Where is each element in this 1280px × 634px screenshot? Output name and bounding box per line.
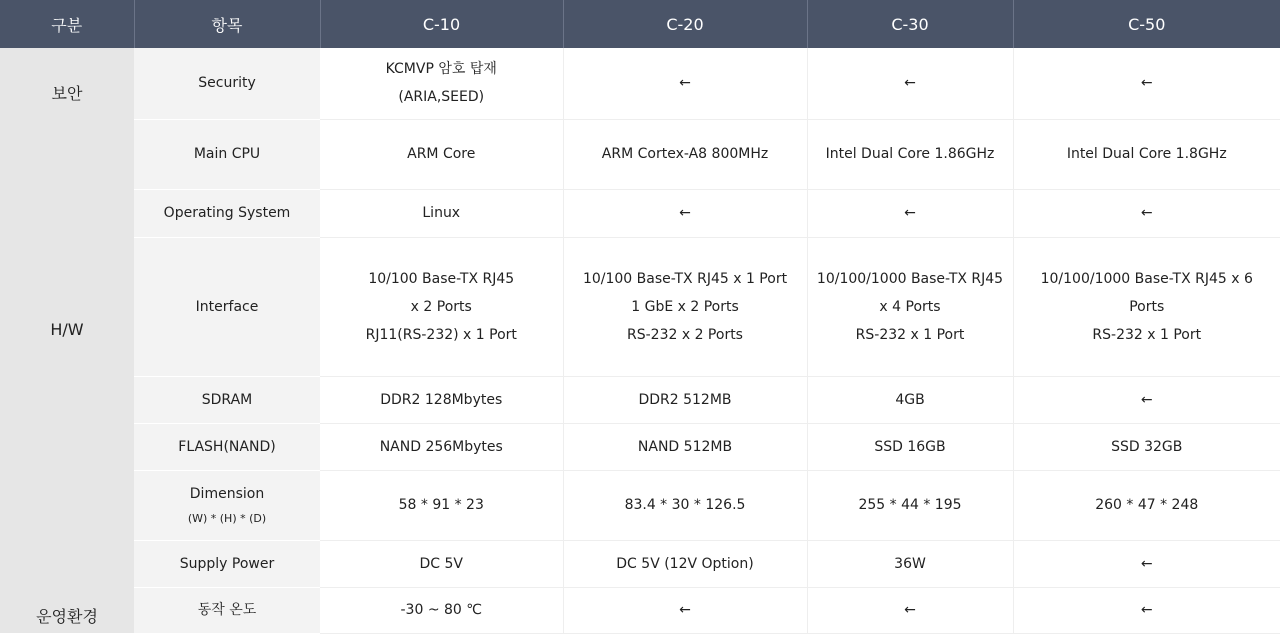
row-label: Dimension (W) * (H) * (D)	[134, 470, 320, 540]
header-row	[0, 0, 1280, 48]
row-label: Security	[134, 48, 320, 119]
header-item: 항목	[134, 0, 320, 48]
cell-c50: ←	[1013, 540, 1280, 587]
cell-c10: -30 ~ 80 ℃	[320, 587, 563, 633]
cell-c30: 4GB	[807, 376, 1013, 423]
row-label: Main CPU	[134, 119, 320, 189]
cell-c30: SSD 16GB	[807, 423, 1013, 470]
cell-c30: 255 * 44 * 195	[807, 470, 1013, 540]
table-row	[0, 587, 1280, 633]
cell-c50: 260 * 47 * 248	[1013, 470, 1280, 540]
cell-c20: NAND 512MB	[563, 423, 807, 470]
row-label: Supply Power	[134, 540, 320, 587]
cell-c20: ←	[563, 189, 807, 237]
cell-c30: Intel Dual Core 1.86GHz	[807, 119, 1013, 189]
header-category: 구분	[0, 0, 134, 48]
table-row	[0, 237, 1280, 376]
cell-c50: ←	[1013, 376, 1280, 423]
header-model-c50: C-50	[1013, 0, 1280, 48]
table-row	[0, 470, 1280, 540]
cell-c50: Intel Dual Core 1.8GHz	[1013, 119, 1280, 189]
cell-c30: ←	[807, 189, 1013, 237]
cell-c20: ←	[563, 587, 807, 633]
cell-c30: ←	[807, 48, 1013, 119]
header-model-c10: C-10	[320, 0, 563, 48]
cell-c50: ←	[1013, 587, 1280, 633]
cell-c10: DC 5V	[320, 540, 563, 587]
table-row	[0, 423, 1280, 470]
row-label: Operating System	[134, 189, 320, 237]
cell-c20: 10/100 Base-TX RJ45 x 1 Port 1 GbE x 2 Ports RS-232 x 2 Ports	[563, 237, 807, 376]
cell-c50: ←	[1013, 189, 1280, 237]
row-label: SDRAM	[134, 376, 320, 423]
category-security: 보안	[0, 48, 134, 119]
header-model-c20: C-20	[563, 0, 807, 48]
category-hw: H/W	[0, 119, 134, 540]
row-label: Interface	[134, 237, 320, 376]
cell-c10: 10/100 Base-TX RJ45 x 2 Ports RJ11(RS-232) x 1 Port	[320, 237, 563, 376]
table-row	[0, 189, 1280, 237]
cell-c20: ←	[563, 48, 807, 119]
cell-c30: ←	[807, 587, 1013, 633]
row-label: 동작 온도	[134, 587, 320, 633]
cell-c10: NAND 256Mbytes	[320, 423, 563, 470]
cell-c20: ARM Cortex-A8 800MHz	[563, 119, 807, 189]
header-model-c30: C-30	[807, 0, 1013, 48]
cell-c30: 36W	[807, 540, 1013, 587]
table-row	[0, 540, 1280, 587]
cell-c10: Linux	[320, 189, 563, 237]
cell-c50: 10/100/1000 Base-TX RJ45 x 6 Ports RS-232 x 1 Port	[1013, 237, 1280, 376]
cell-c50: SSD 32GB	[1013, 423, 1280, 470]
table-row	[0, 376, 1280, 423]
cell-c10: 58 * 91 * 23	[320, 470, 563, 540]
cell-c20: DDR2 512MB	[563, 376, 807, 423]
row-label: FLASH(NAND)	[134, 423, 320, 470]
cell-c20: 83.4 * 30 * 126.5	[563, 470, 807, 540]
cell-c30: 10/100/1000 Base-TX RJ45 x 4 Ports RS-232 x 1 Port	[807, 237, 1013, 376]
cell-c50: ←	[1013, 48, 1280, 119]
cell-c10: DDR2 128Mbytes	[320, 376, 563, 423]
table-row	[0, 48, 1280, 119]
cell-c10: ARM Core	[320, 119, 563, 189]
cell-c10: KCMVP 암호 탑재 (ARIA,SEED)	[320, 48, 563, 119]
table-row	[0, 119, 1280, 189]
cell-c20: DC 5V (12V Option)	[563, 540, 807, 587]
category-env: 운영환경	[0, 540, 134, 633]
